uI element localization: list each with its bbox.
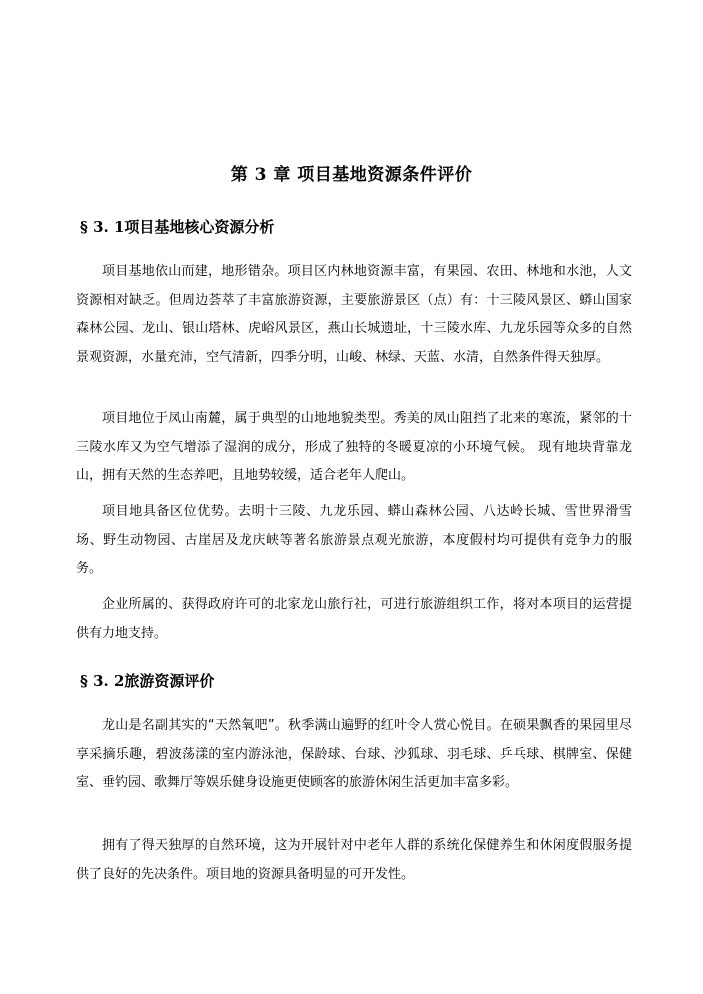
paragraph-natural-oxygen-bar: 龙山是名副其实的“天然氧吧”。秋季满山遍野的红叶令人赏心悦目。在硕果飘香的果园里尽享采摘乐趣，碧波荡漾的室内游泳池，保龄球、台球、沙狐球、羽毛球、乒乓球、棋牌室、保健室、垂钓园、歌舞厅等娱乐健身设施更使顾客的旅游休闲生活更加丰富多彩。 [76,718,632,791]
paragraph-site-terrain: 项目基地依山而建，地形错杂。项目区内林地资源丰富，有果园、农田、林地和水池，人文资源相对缺乏。但周边荟萃了丰富旅游资源，主要旅游景区（点）有：十三陵风景区、蟒山国家森林公园、龙山、银山塔林、虎峪风景区，燕山长城遗址，十三陵水库、九龙乐园等众多的自然景观资源，水量充沛，空气清新，四季分明，山峻、林绿、天蓝、水清，自然条件得天独厚。 [76,264,632,366]
chapter-title: 第 3 章 项目基地资源条件评价 [230,165,473,185]
paragraph-development-potential: 拥有了得天独厚的自然环境，这为开展针对中老年人群的系统化保健养生和休闲度假服务提供了良好的先决条件。项目地的资源具备明显的可开发性。 [76,838,632,882]
section-heading-tourism-evaluation: § 3. 2旅游资源评价 [80,672,215,690]
paragraph-site-climate: 项目地位于凤山南麓，属于典型的山地地貌类型。秀美的凤山阻挡了北来的寒流，紧邻的十三陵水库又为空气增添了湿润的成分，形成了独特的冬暖夏凉的小环境气候。 现有地块背靠龙山，拥有天然的生态养吧，且地势较缓，适合老年人爬山。 [76,411,632,484]
paragraph-travel-agency: 企业所属的、获得政府许可的北家龙山旅行社，可进行旅游组织工作，将对本项目的运营提供有力地支持。 [76,597,632,641]
section-heading-resource-analysis: § 3. 1项目基地核心资源分析 [80,218,275,236]
paragraph-location-advantage: 项目地具备区位优势。去明十三陵、九龙乐园、蟒山森林公园、八达岭长城、雪世界滑雪场、野生动物园、古崖居及龙庆峡等著名旅游景点观光旅游，本度假村均可提供有竞争力的服务。 [76,504,632,577]
